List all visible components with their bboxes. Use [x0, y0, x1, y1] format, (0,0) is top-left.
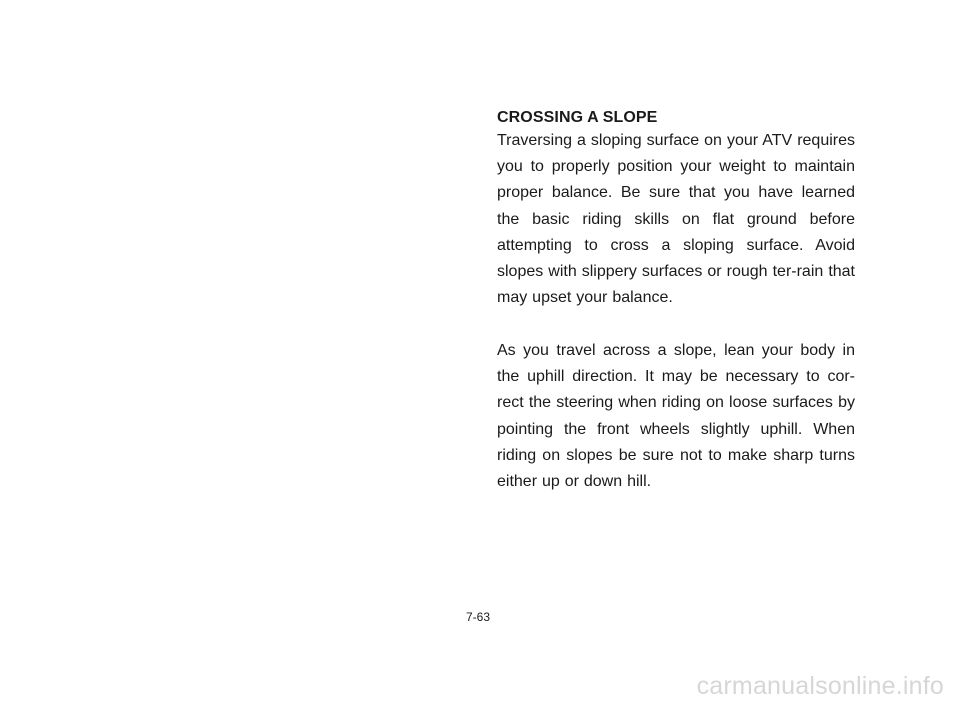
watermark-text: carmanualsonline.info — [696, 672, 944, 700]
paragraph-crossing-slope-technique: As you travel across a slope, lean your body in the uphill direction. It may be necessary to cor-rect the steering when riding on loose surfaces by pointing the front wheels slightly uphill. When riding on slopes be sure not to make sharp turns either up or down hill. — [497, 342, 855, 491]
page-number: 7-63 — [466, 610, 491, 624]
section-heading: CROSSING A SLOPE — [497, 109, 658, 126]
paragraph-crossing-slope-intro: Traversing a sloping surface on your ATV requires you to properly position your weight to maintain proper balance. Be sure that you have learned the basic riding skills on flat ground before attempting to cross a sloping surface. Avoid slopes with slippery surfaces or rough ter-rain that may upset your balance. — [497, 132, 855, 307]
